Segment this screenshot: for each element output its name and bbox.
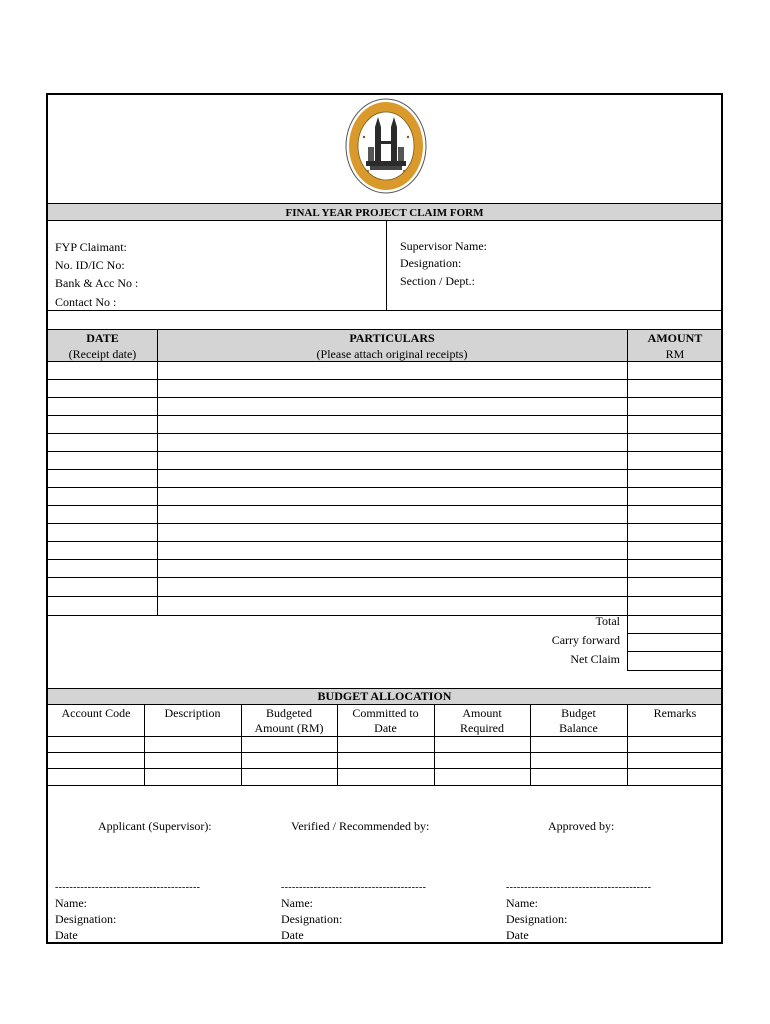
verified-label: Verified / Recommended by:	[291, 819, 430, 833]
date-header: DATE	[86, 331, 119, 345]
date-subheader: (Receipt date)	[68, 347, 137, 361]
amount-header: AMOUNT	[647, 331, 703, 345]
table-row	[48, 451, 721, 452]
form-title: FINAL YEAR PROJECT CLAIM FORM	[285, 207, 484, 219]
table-row	[48, 577, 721, 578]
amount-required-header-line1: Amount	[462, 706, 502, 720]
table-row	[48, 415, 721, 416]
table-row	[48, 596, 721, 597]
table-row	[48, 469, 721, 470]
carry-forward-label: Carry forward	[551, 633, 620, 647]
table-row	[48, 736, 721, 737]
designation-label: Designation:	[400, 256, 462, 270]
fyp-claimant-label: FYP Claimant:	[55, 240, 127, 254]
account-code-header: Account Code	[61, 706, 131, 720]
particulars-subheader: (Please attach original receipts)	[316, 347, 468, 361]
committed-header-line1: Committed to	[352, 706, 419, 720]
budget-allocation-header: BUDGET ALLOCATION	[317, 689, 452, 703]
table-row	[48, 615, 721, 616]
bank-acc-label: Bank & Acc No :	[55, 276, 139, 290]
table-row	[48, 487, 721, 488]
table-row	[48, 523, 721, 524]
approved-name-label: Name:	[506, 896, 538, 910]
approved-date-label: Date	[506, 928, 529, 942]
description-header: Description	[164, 706, 221, 720]
applicant-date-label: Date	[55, 928, 78, 942]
approved-designation-label: Designation:	[506, 912, 568, 926]
budget-balance-header-line1: Budget	[561, 706, 596, 720]
approved-signature-line: ----------------------------------------	[506, 882, 652, 893]
budgeted-header-line2: Amount (RM)	[254, 721, 324, 735]
amount-subheader: RM	[665, 347, 685, 361]
applicant-designation-label: Designation:	[55, 912, 117, 926]
applicant-signature-line: ----------------------------------------	[55, 882, 201, 893]
amount-required-header-line2: Required	[460, 721, 504, 735]
table-row	[48, 397, 721, 398]
section-dept-label: Section / Dept.:	[400, 274, 475, 288]
budget-balance-header-line2: Balance	[559, 721, 598, 735]
verified-signature-line: ----------------------------------------	[281, 882, 427, 893]
verified-date-label: Date	[281, 928, 304, 942]
university-logo	[344, 97, 428, 195]
contact-no-label: Contact No :	[55, 295, 117, 309]
table-row	[48, 379, 721, 380]
table-row	[48, 433, 721, 434]
budgeted-header-line1: Budgeted	[266, 706, 312, 720]
committed-header-line2: Date	[374, 721, 397, 735]
verified-designation-label: Designation:	[281, 912, 343, 926]
university-logo-icon	[344, 97, 428, 195]
table-row	[48, 541, 721, 542]
particulars-header: PARTICULARS	[349, 331, 435, 345]
applicant-label: Applicant (Supervisor):	[98, 819, 212, 833]
supervisor-name-label: Supervisor Name:	[400, 239, 487, 253]
net-claim-label: Net Claim	[570, 652, 620, 666]
claim-form	[46, 93, 723, 944]
approved-label: Approved by:	[548, 819, 615, 833]
id-no-label: No. ID/IC No:	[55, 258, 125, 272]
table-row	[48, 785, 721, 786]
total-label: Total	[595, 614, 620, 628]
verified-name-label: Name:	[281, 896, 313, 910]
table-row	[48, 559, 721, 560]
remarks-header: Remarks	[653, 706, 697, 720]
applicant-name-label: Name:	[55, 896, 87, 910]
table-row	[48, 752, 721, 753]
table-row	[48, 505, 721, 506]
table-row	[48, 768, 721, 769]
